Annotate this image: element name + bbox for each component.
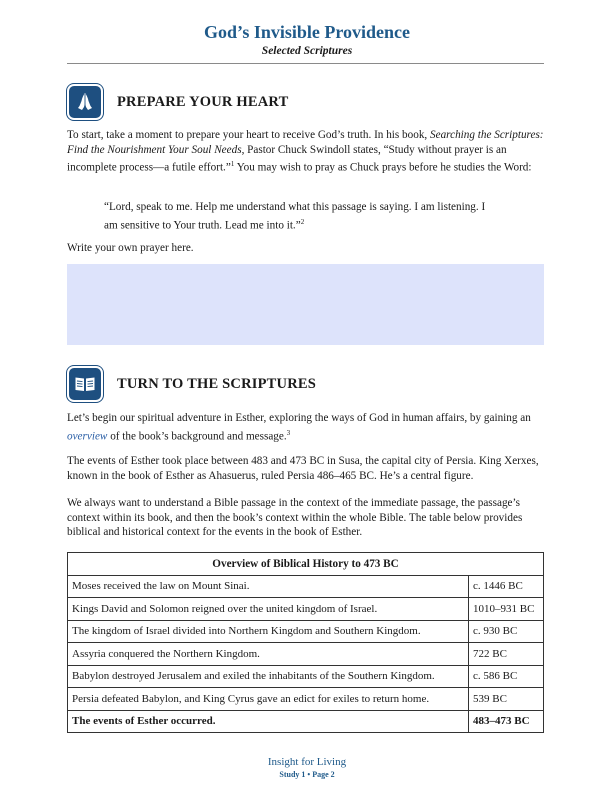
table-row <box>68 620 544 643</box>
table-row <box>68 665 544 688</box>
header-divider <box>67 63 544 64</box>
page-title: God’s Invisible Providence <box>203 22 410 42</box>
table-row <box>68 643 544 666</box>
open-book-icon <box>69 368 101 400</box>
prayer-input-area[interactable] <box>67 264 544 345</box>
prepare-intro: To start, take a moment to prepare your heart to receive God’s truth. In his book, Searching the Scriptures: Find the Nourishment Your Soul Needs, Pastor Chuck Swindoll states, “Study without prayer is an incomplete process—a futile effort.”$^1$ You may wish to pray as Chuck prays before he studies the Word: <box>67 129 544 174</box>
event-cell: Babylon destroyed Jerusalem and exiled the inhabitants of the Southern Kingdom. <box>68 665 469 688</box>
event-cell: The kingdom of Israel divided into Northern Kingdom and Southern Kingdom. <box>68 620 469 643</box>
esther-context-paragraph: The events of Esther took place between 483 and 473 BC in Susa, the capital city of Persia. King Xerxes, known in the book of Esther as Ahasuerus, ruled Persia 486–465 BC. He’s a central figure. <box>67 455 539 482</box>
event-cell: Persia defeated Babylon, and King Cyrus gave an edict for exiles to return home. <box>68 688 469 711</box>
table-header: Overview of Biblical History to 473 BC <box>68 553 544 576</box>
table-row <box>68 598 544 621</box>
date-cell: c. 930 BC <box>469 620 544 643</box>
table-row <box>68 688 544 711</box>
table-row <box>68 710 544 733</box>
date-cell: 1010–931 BC <box>469 598 544 621</box>
event-cell: Assyria conquered the Northern Kingdom. <box>68 643 469 666</box>
date-cell: 722 BC <box>469 643 544 666</box>
page-subtitle: Selected Scriptures <box>261 45 353 57</box>
date-cell: 483–473 BC <box>469 710 544 733</box>
praying-hands-icon <box>69 86 101 118</box>
date-cell: c. 1446 BC <box>469 575 544 598</box>
prayer-quote: “Lord, speak to me. Help me understand what this passage is saying. I am listening. I am sensitive to Your truth. Lead me into it.”$^2$ <box>104 201 486 232</box>
date-cell: 539 BC <box>469 688 544 711</box>
scriptures-section-header <box>67 368 316 400</box>
footer-page-number: Study 1 • Page 2 <box>279 770 335 779</box>
table-row <box>68 575 544 598</box>
event-cell: Moses received the law on Mount Sinai. <box>68 575 469 598</box>
date-cell: c. 586 BC <box>469 665 544 688</box>
overview-link[interactable]: overview <box>67 430 108 443</box>
book-title: Searching the Scriptures: Find the Nourishment Your Soul Needs <box>67 129 544 156</box>
prepare-section-header <box>67 86 288 118</box>
bible-context-paragraph: We always want to understand a Bible passage in the context of the immediate passage, the passage’s context within its book, and then the book’s context within the whole Bible. The table below provides biblical and historical context for the events in the book of Esther. <box>67 497 523 539</box>
scriptures-intro: Let’s begin our spiritual adventure in Esther, exploring the ways of God in human affairs, by gaining an overview of the book’s background and message.$^3$ <box>67 412 531 443</box>
event-cell: Kings David and Solomon reigned over the united kingdom of Israel. <box>68 598 469 621</box>
event-cell: The events of Esther occurred. <box>68 710 469 733</box>
prepare-heading: PREPARE YOUR HEART <box>117 93 289 110</box>
history-table <box>67 552 544 733</box>
prayer-prompt: Write your own prayer here. <box>67 242 194 254</box>
scriptures-heading: TURN TO THE SCRIPTURES <box>117 375 317 392</box>
footer-org: Insight for Living <box>267 756 347 768</box>
